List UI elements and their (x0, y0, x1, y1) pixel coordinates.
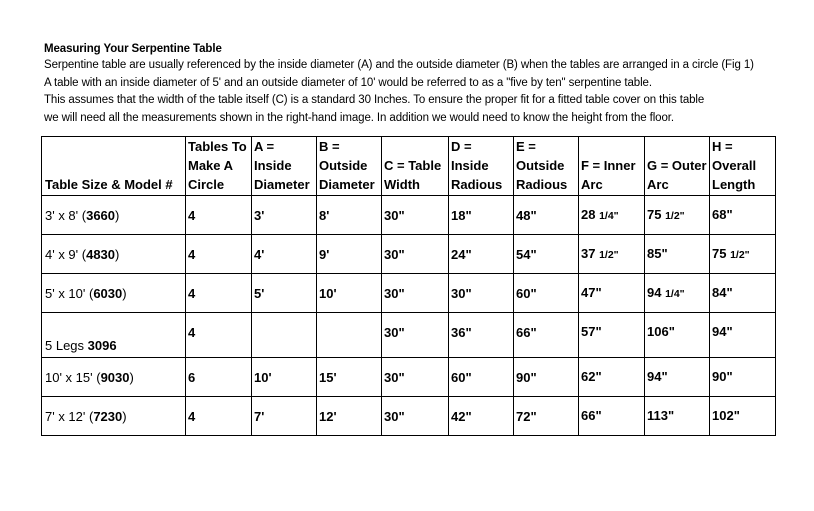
cell-f-fraction: 1/2" (599, 248, 619, 261)
size-text-end: ) (122, 285, 127, 301)
cell-c: 30" (382, 274, 449, 313)
cell-f (579, 235, 645, 274)
cell-g (645, 196, 710, 235)
cell-circle: 4 (186, 397, 252, 436)
cell-h (710, 397, 776, 436)
cell-e: 60" (514, 274, 579, 313)
cell-h-main: 75 (712, 245, 731, 261)
cell-g-main: 94 (647, 284, 666, 300)
column-header-circle: Tables To Make A Circle (186, 137, 252, 196)
size-text: 4' x 9' ( (45, 246, 87, 262)
cell-size (42, 235, 186, 274)
cell-f (579, 358, 645, 397)
size-text-end: ) (122, 408, 127, 424)
column-header-f: F = Inner Arc (579, 137, 645, 196)
cell-g (645, 274, 710, 313)
cell-circle: 4 (186, 196, 252, 235)
cell-h (710, 358, 776, 397)
cell-g (645, 358, 710, 397)
table-row (42, 313, 776, 358)
cell-f (579, 397, 645, 436)
cell-c: 30" (382, 235, 449, 274)
cell-circle: 6 (186, 358, 252, 397)
cell-g-main: 75 (647, 206, 666, 222)
column-header-c: C = Table Width (382, 137, 449, 196)
cell-h-main: 68" (712, 206, 733, 222)
cell-size (42, 313, 186, 358)
cell-a: 3' (252, 196, 317, 235)
size-text-end: ) (129, 369, 134, 385)
cell-b: 9' (317, 235, 382, 274)
model-number: 9030 (100, 369, 130, 385)
cell-d: 60" (449, 358, 514, 397)
model-number: 3660 (86, 207, 116, 223)
cell-b: 15' (317, 358, 382, 397)
cell-circle: 4 (186, 274, 252, 313)
cell-b (317, 313, 382, 358)
cell-circle: 4 (186, 313, 252, 358)
table-row (42, 274, 776, 313)
cell-h (710, 274, 776, 313)
table-row (42, 196, 776, 235)
cell-f-main: 57" (581, 323, 602, 339)
cell-e: 90" (514, 358, 579, 397)
header-row (42, 137, 776, 196)
cell-size (42, 397, 186, 436)
size-text: 3' x 8' ( (45, 207, 87, 223)
cell-g-main: 113" (647, 407, 675, 423)
model-number: 3096 (87, 338, 117, 353)
cell-circle: 4 (186, 235, 252, 274)
size-text: 7' x 12' ( (45, 408, 94, 424)
cell-g-main: 106" (647, 323, 675, 339)
cell-e: 72" (514, 397, 579, 436)
page-title: Measuring Your Serpentine Table (44, 43, 222, 55)
table-row (42, 397, 776, 436)
model-number: 7230 (93, 408, 123, 424)
cell-a (252, 313, 317, 358)
cell-b: 10' (317, 274, 382, 313)
cell-h (710, 313, 776, 358)
cell-h (710, 235, 776, 274)
cell-f (579, 274, 645, 313)
cell-a: 4' (252, 235, 317, 274)
cell-e: 66" (514, 313, 579, 358)
cell-g-main: 85" (647, 245, 668, 261)
cell-e: 48" (514, 196, 579, 235)
cell-f-main: 37 (581, 245, 600, 261)
cell-c: 30" (382, 358, 449, 397)
column-header-h: H = Overall Length (710, 137, 776, 196)
cell-size (42, 196, 186, 235)
cell-f (579, 196, 645, 235)
cell-a: 5' (252, 274, 317, 313)
cell-d: 30" (449, 274, 514, 313)
cell-d: 36" (449, 313, 514, 358)
cell-f-fraction: 1/4" (599, 209, 619, 222)
cell-g-fraction: 1/2" (665, 209, 685, 222)
cell-h-main: 84" (712, 284, 733, 300)
cell-h-main: 102" (712, 407, 740, 423)
cell-size (42, 274, 186, 313)
cell-c: 30" (382, 397, 449, 436)
cell-size (42, 358, 186, 397)
column-header-size: Table Size & Model # (42, 137, 186, 196)
column-header-e: E = Outside Radious (514, 137, 579, 196)
intro-section (44, 41, 804, 127)
cell-g (645, 397, 710, 436)
size-text-end: ) (115, 207, 120, 223)
cell-g (645, 313, 710, 358)
cell-d: 42" (449, 397, 514, 436)
serpentine-table-spec (41, 136, 776, 436)
cell-d: 24" (449, 235, 514, 274)
cell-b: 12' (317, 397, 382, 436)
model-number: 6030 (93, 285, 123, 301)
cell-f-main: 28 (581, 206, 600, 222)
cell-f-main: 62" (581, 368, 602, 384)
column-header-b: B = Outside Diameter (317, 137, 382, 196)
cell-g-main: 94" (647, 368, 668, 384)
size-text: 5' x 10' ( (45, 285, 94, 301)
column-header-a: A = Inside Diameter (252, 137, 317, 196)
cell-g-fraction: 1/4" (665, 287, 685, 300)
cell-h-fraction: 1/2" (730, 248, 750, 261)
size-text: 10' x 15' ( (45, 369, 101, 385)
intro-line: Serpentine table are usually referenced by the inside diameter (A) and the outside diameter (B) when the tables are arranged in a circle (Fig 1) (44, 59, 754, 71)
cell-a: 7' (252, 397, 317, 436)
model-number: 4830 (86, 246, 116, 262)
cell-h (710, 196, 776, 235)
cell-b: 8' (317, 196, 382, 235)
cell-c: 30" (382, 196, 449, 235)
cell-f-main: 66" (581, 407, 602, 423)
cell-h-main: 94" (712, 323, 733, 339)
cell-f (579, 313, 645, 358)
table-row (42, 358, 776, 397)
cell-g (645, 235, 710, 274)
column-header-g: G = Outer Arc (645, 137, 710, 196)
intro-line: A table with an inside diameter of 5' and an outside diameter of 10' would be referred to as a "five by ten" serpentine table. (44, 76, 652, 89)
column-header-d: D = Inside Radious (449, 137, 514, 196)
size-text: 5 Legs (45, 338, 88, 353)
table-row (42, 235, 776, 274)
cell-a: 10' (252, 358, 317, 397)
cell-f-main: 47" (581, 284, 602, 300)
cell-h-main: 90" (712, 368, 733, 384)
intro-line: This assumes that the width of the table itself (C) is a standard 30 Inches. To ensure the proper fit for a fitted table cover on this table (44, 94, 705, 106)
cell-c: 30" (382, 313, 449, 358)
cell-e: 54" (514, 235, 579, 274)
size-text-end: ) (115, 246, 120, 262)
cell-d: 18" (449, 196, 514, 235)
intro-line: we will need all the measurements shown in the right-hand image. In addition we would need to know the height from the floor. (44, 111, 674, 124)
